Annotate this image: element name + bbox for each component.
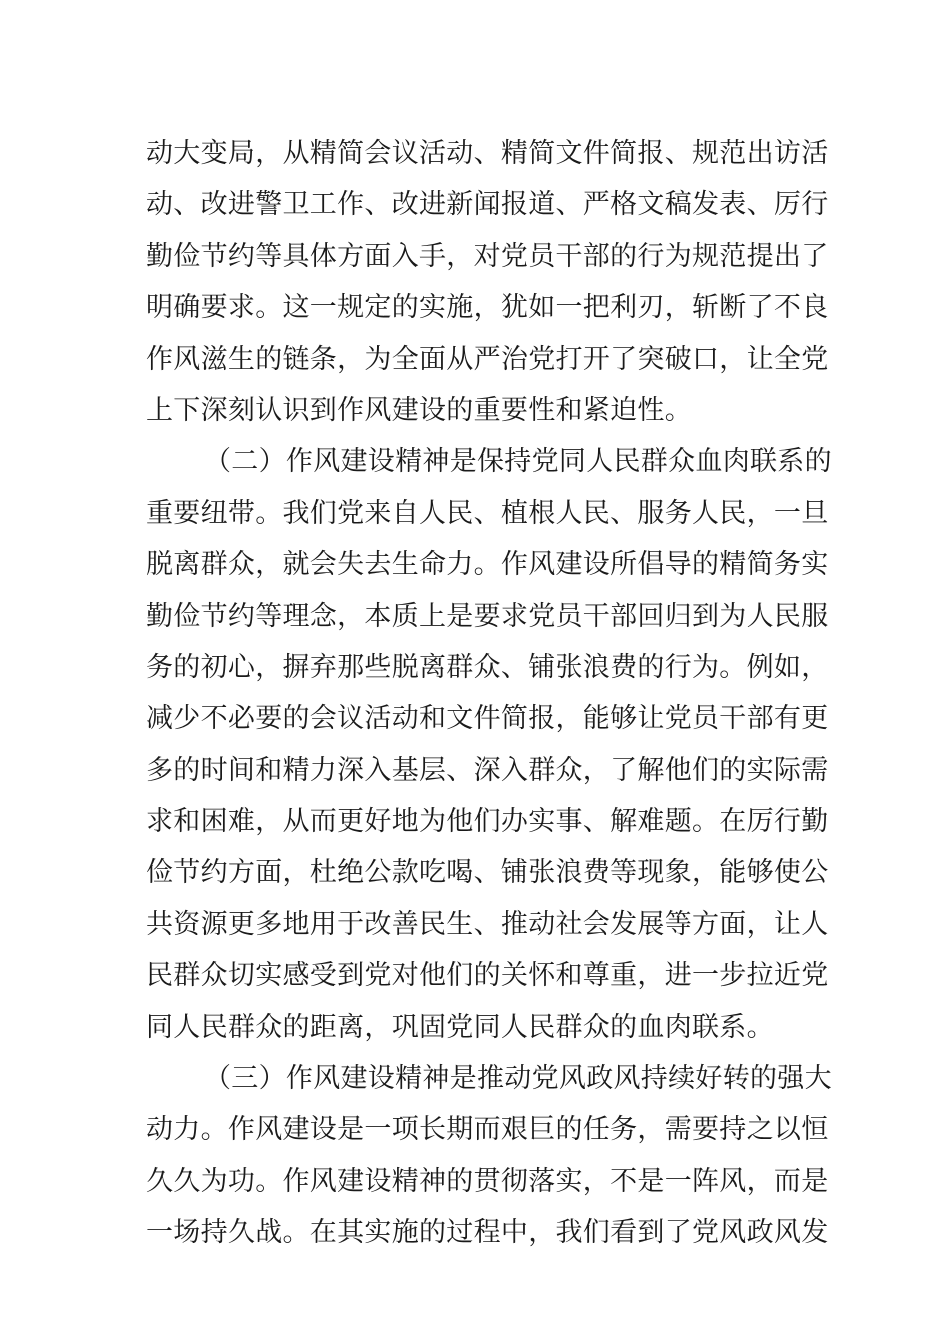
text-line: 久久为功。作风建设精神的贯彻落实，不是一阵风，而是 <box>146 1165 829 1197</box>
section-two-paragraph <box>146 436 832 1053</box>
text-line: 上下深刻认识到作风建设的重要性和紧迫性。 <box>146 394 692 426</box>
text-line: 动大变局，从精简会议活动、精简文件简报、规范出访活 <box>146 138 829 169</box>
text-line: 动、改进警卫工作、改进新闻报道、严格文稿发表、厉行 <box>146 189 829 221</box>
text-line: 动力。作风建设是一项长期而艰巨的任务，需要持之以恒 <box>146 1114 829 1146</box>
text-line: 民群众切实感受到党对他们的关怀和尊重，进一步拉近党 <box>146 960 829 992</box>
continuation-paragraph <box>146 128 829 436</box>
text-line: 勤俭节约等具体方面入手，对党员干部的行为规范提出了 <box>146 240 829 272</box>
text-line: 求和困难，从而更好地为他们办实事、解难题。在厉行勤 <box>146 806 829 838</box>
text-line: 明确要求。这一规定的实施，犹如一把利刃，斩断了不良 <box>146 292 829 324</box>
text-line: 勤俭节约等理念，本质上是要求党员干部回归到为人民服 <box>146 600 829 632</box>
section-three-paragraph <box>146 1053 832 1259</box>
text-line: 务的初心，摒弃那些脱离群众、铺张浪费的行为。例如， <box>146 651 829 683</box>
text-line: 重要纽带。我们党来自人民、植根人民、服务人民，一旦 <box>146 497 829 529</box>
text-line: 多的时间和精力深入基层、深入群众，了解他们的实际需 <box>146 754 829 786</box>
text-line: 脱离群众，就会失去生命力。作风建设所倡导的精简务实 <box>146 549 829 581</box>
text-line: 同人民群众的距离，巩固党同人民群众的血肉联系。 <box>146 1011 774 1043</box>
text-line: 俭节约方面，杜绝公款吃喝、铺张浪费等现象，能够使公 <box>146 857 829 889</box>
section-heading-line: （三）作风建设精神是推动党风政风持续好转的强大 <box>204 1063 832 1095</box>
text-line: 作风滋生的链条，为全面从严治党打开了突破口，让全党 <box>146 343 829 375</box>
text-line: 共资源更多地用于改善民生、推动社会发展等方面，让人 <box>146 908 829 940</box>
section-heading-line: （二）作风建设精神是保持党同人民群众血肉联系的 <box>204 446 832 478</box>
text-line: 一场持久战。在其实施的过程中，我们看到了党风政风发 <box>146 1217 829 1249</box>
text-line: 减少不必要的会议活动和文件简报，能够让党员干部有更 <box>146 703 829 735</box>
document-body <box>146 128 832 1259</box>
